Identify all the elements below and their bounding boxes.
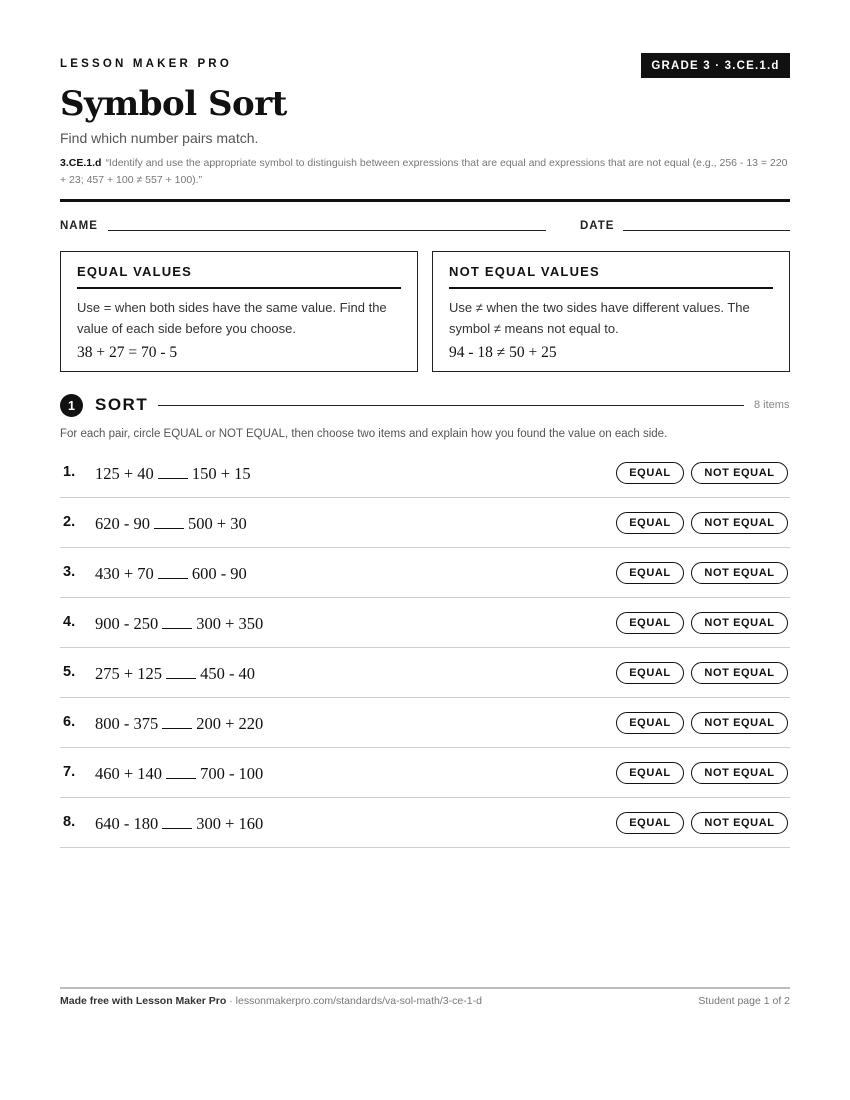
equal-choice[interactable]: EQUAL — [616, 812, 684, 834]
standard-text: “Identify and use the appropriate symbol to distinguish between expressions that are equal and expressions that are not equal (e.g., 256 - 13 = 220 + 23; 457 + 100 ≠ 557 + 100).” — [60, 157, 788, 186]
comparison-expression — [95, 764, 263, 784]
item-list — [60, 448, 790, 848]
list-item — [60, 698, 790, 748]
left-expression: 125 + 40 — [95, 464, 154, 483]
equal-values-text: Use = when both sides have the same value. Find the value of each side before you choose. — [77, 300, 387, 336]
comparison-expression — [95, 514, 247, 534]
answer-blank[interactable] — [158, 477, 188, 479]
equal-choice[interactable]: EQUAL — [616, 612, 684, 634]
equal-choice[interactable]: EQUAL — [616, 462, 684, 484]
list-item — [60, 748, 790, 798]
comparison-expression — [95, 464, 251, 484]
left-expression: 620 - 90 — [95, 514, 150, 533]
not-equal-choice[interactable]: NOT EQUAL — [691, 662, 788, 684]
not-equal-values-example: 94 - 18 ≠ 50 + 25 — [449, 344, 557, 361]
answer-blank[interactable] — [162, 627, 192, 629]
grade-badge: GRADE 3 · 3.CE.1.d — [641, 53, 790, 78]
list-item — [60, 548, 790, 598]
answer-blank[interactable] — [166, 677, 196, 679]
list-item — [60, 598, 790, 648]
left-expression: 800 - 375 — [95, 714, 159, 733]
not-equal-choice[interactable]: NOT EQUAL — [691, 562, 788, 584]
right-expression: 600 - 90 — [191, 564, 247, 583]
not-equal-choice[interactable]: NOT EQUAL — [691, 812, 788, 834]
standard-description — [60, 155, 790, 189]
comparison-expression — [95, 714, 263, 734]
footer-url[interactable]: · lessonmakerpro.com/standards/va-sol-math/3-ce-1-d — [226, 995, 482, 1007]
answer-blank[interactable] — [162, 827, 192, 829]
equal-choice[interactable]: EQUAL — [616, 762, 684, 784]
item-number: 1. — [63, 464, 76, 480]
page-subtitle: Find which number pairs match. — [60, 130, 259, 146]
item-number: 8. — [63, 814, 76, 830]
equal-choice[interactable]: EQUAL — [616, 512, 684, 534]
not-equal-values-title: NOT EQUAL VALUES — [449, 264, 773, 289]
answer-blank[interactable] — [158, 577, 188, 579]
page-title: Symbol Sort — [60, 84, 287, 124]
right-expression: 700 - 100 — [200, 764, 264, 783]
section-number-badge: 1 — [60, 394, 83, 417]
comparison-expression — [95, 664, 255, 684]
list-item — [60, 448, 790, 498]
equal-values-title: EQUAL VALUES — [77, 264, 401, 289]
footer-credit — [60, 995, 482, 1007]
footer-made-with: Made free with Lesson Maker Pro — [60, 995, 227, 1007]
comparison-expression — [95, 814, 263, 834]
equal-choice[interactable]: EQUAL — [616, 562, 684, 584]
list-item — [60, 798, 790, 848]
brand-name: LESSON MAKER PRO — [60, 58, 232, 70]
item-number: 4. — [63, 614, 76, 630]
equal-choice[interactable]: EQUAL — [616, 712, 684, 734]
date-label: DATE — [580, 220, 615, 232]
item-number: 2. — [63, 514, 76, 530]
left-expression: 430 + 70 — [95, 564, 154, 583]
not-equal-values-box — [432, 251, 790, 372]
header-divider — [60, 199, 790, 202]
section-title: SORT — [95, 395, 149, 414]
list-item — [60, 498, 790, 548]
left-expression: 640 - 180 — [95, 814, 159, 833]
item-number: 6. — [63, 714, 76, 730]
item-number: 5. — [63, 664, 76, 680]
right-expression: 200 + 220 — [196, 714, 264, 733]
right-expression: 300 + 160 — [196, 814, 264, 833]
comparison-expression — [95, 614, 263, 634]
footer-divider — [60, 987, 790, 989]
item-number: 3. — [63, 564, 76, 580]
name-field[interactable] — [108, 230, 546, 231]
right-expression: 150 + 15 — [191, 464, 251, 483]
section-instructions: For each pair, circle EQUAL or NOT EQUAL, then choose two items and explain how you found the value on each side. — [60, 428, 668, 440]
equal-values-example: 38 + 27 = 70 - 5 — [77, 344, 178, 361]
left-expression: 460 + 140 — [95, 764, 163, 783]
right-expression: 300 + 350 — [196, 614, 264, 633]
answer-blank[interactable] — [166, 777, 196, 779]
answer-blank[interactable] — [162, 727, 192, 729]
item-count: 8 items — [754, 399, 790, 411]
not-equal-choice[interactable]: NOT EQUAL — [691, 612, 788, 634]
right-expression: 450 - 40 — [200, 664, 256, 683]
equal-choice[interactable]: EQUAL — [616, 662, 684, 684]
not-equal-values-text: Use ≠ when the two sides have different values. The symbol ≠ means not equal to. — [449, 300, 750, 336]
left-expression: 275 + 125 — [95, 664, 163, 683]
date-field[interactable] — [623, 230, 790, 231]
section-divider — [158, 405, 744, 406]
list-item — [60, 648, 790, 698]
not-equal-choice[interactable]: NOT EQUAL — [691, 712, 788, 734]
item-number: 7. — [63, 764, 76, 780]
answer-blank[interactable] — [154, 527, 184, 529]
right-expression: 500 + 30 — [188, 514, 247, 533]
equal-values-box — [60, 251, 418, 372]
name-label: NAME — [60, 220, 98, 232]
comparison-expression — [95, 564, 247, 584]
left-expression: 900 - 250 — [95, 614, 159, 633]
not-equal-choice[interactable]: NOT EQUAL — [691, 512, 788, 534]
not-equal-choice[interactable]: NOT EQUAL — [691, 462, 788, 484]
standard-code: 3.CE.1.d — [60, 157, 102, 169]
page-number: Student page 1 of 2 — [698, 995, 790, 1007]
not-equal-choice[interactable]: NOT EQUAL — [691, 762, 788, 784]
